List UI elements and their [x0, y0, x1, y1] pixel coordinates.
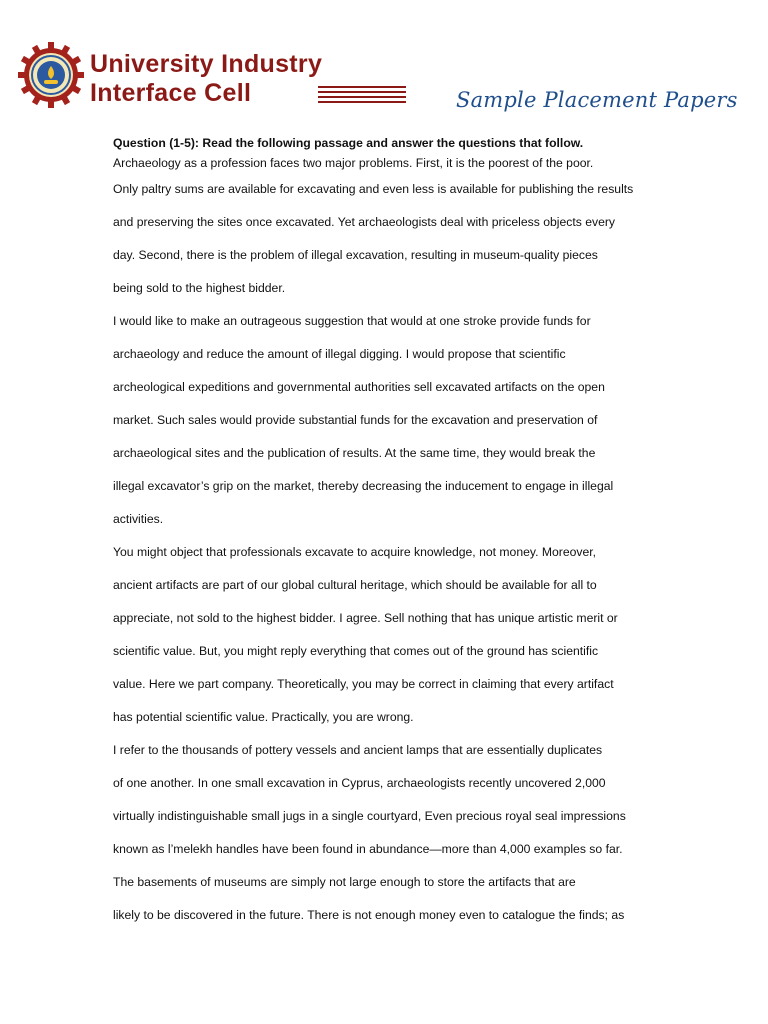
- page-subtitle: Sample Placement Papers: [456, 88, 738, 112]
- passage-line: scientific value. But, you might reply everything that comes out of the ground has scientific: [113, 644, 599, 658]
- passage-line: archeological expeditions and governmental authorities sell excavated artifacts on the open: [113, 380, 605, 394]
- passage-line: ancient artifacts are part of our global cultural heritage, which should be available for all to: [113, 578, 597, 592]
- passage-line: I would like to make an outrageous suggestion that would at one stroke provide funds for: [113, 314, 591, 328]
- passage-line: archaeology and reduce the amount of illegal digging. I would propose that scientific: [113, 347, 566, 361]
- page-header: [0, 0, 768, 120]
- passage-line: value. Here we part company. Theoretically, you may be correct in claiming that every artifact: [113, 677, 614, 691]
- brand-decorative-lines: [318, 86, 406, 106]
- university-emblem-icon: [18, 42, 84, 108]
- passage-line: known as l’melekh handles have been found in abundance—more than 4,000 examples so far.: [113, 842, 623, 856]
- passage-line: of one another. In one small excavation in Cyprus, archaeologists recently uncovered 2,000: [113, 776, 606, 790]
- passage-line: likely to be discovered in the future. There is not enough money even to catalogue the finds; as: [113, 908, 625, 922]
- passage-line: being sold to the highest bidder.: [113, 281, 286, 295]
- passage-line: virtually indistinguishable small jugs in a single courtyard, Even precious royal seal impressions: [113, 809, 626, 823]
- passage-line: appreciate, not sold to the highest bidder. I agree. Sell nothing that has unique artistic merit or: [113, 611, 618, 625]
- passage-line: day. Second, there is the problem of illegal excavation, resulting in museum-quality pieces: [113, 248, 598, 262]
- passage-line: illegal excavator’s grip on the market, thereby decreasing the inducement to engage in illegal: [113, 479, 614, 493]
- passage-line: Archaeology as a profession faces two major problems. First, it is the poorest of the poor.: [113, 156, 594, 170]
- passage-line: activities.: [113, 512, 164, 526]
- passage-line: You might object that professionals excavate to acquire knowledge, not money. Moreover,: [113, 545, 597, 559]
- passage-line: Only paltry sums are available for excavating and even less is available for publishing the results: [113, 182, 634, 196]
- passage-line: and preserving the sites once excavated. Yet archaeologists deal with priceless objects every: [113, 215, 616, 229]
- brand-title: [90, 50, 322, 108]
- brand-line-1: University Industry: [90, 50, 323, 78]
- passage-line: market. Such sales would provide substantial funds for the excavation and preservation of: [113, 413, 598, 427]
- passage-line: The basements of museums are simply not large enough to store the artifacts that are: [113, 875, 576, 889]
- passage-line: I refer to the thousands of pottery vessels and ancient lamps that are essentially duplicates: [113, 743, 603, 757]
- brand-line-2: Interface Cell: [90, 79, 252, 107]
- passage-line: has potential scientific value. Practically, you are wrong.: [113, 710, 414, 724]
- passage: [113, 133, 673, 932]
- passage-line: archaeological sites and the publication of results. At the same time, they would break the: [113, 446, 596, 460]
- question-heading: Question (1-5): Read the following passage and answer the questions that follow.: [113, 136, 584, 150]
